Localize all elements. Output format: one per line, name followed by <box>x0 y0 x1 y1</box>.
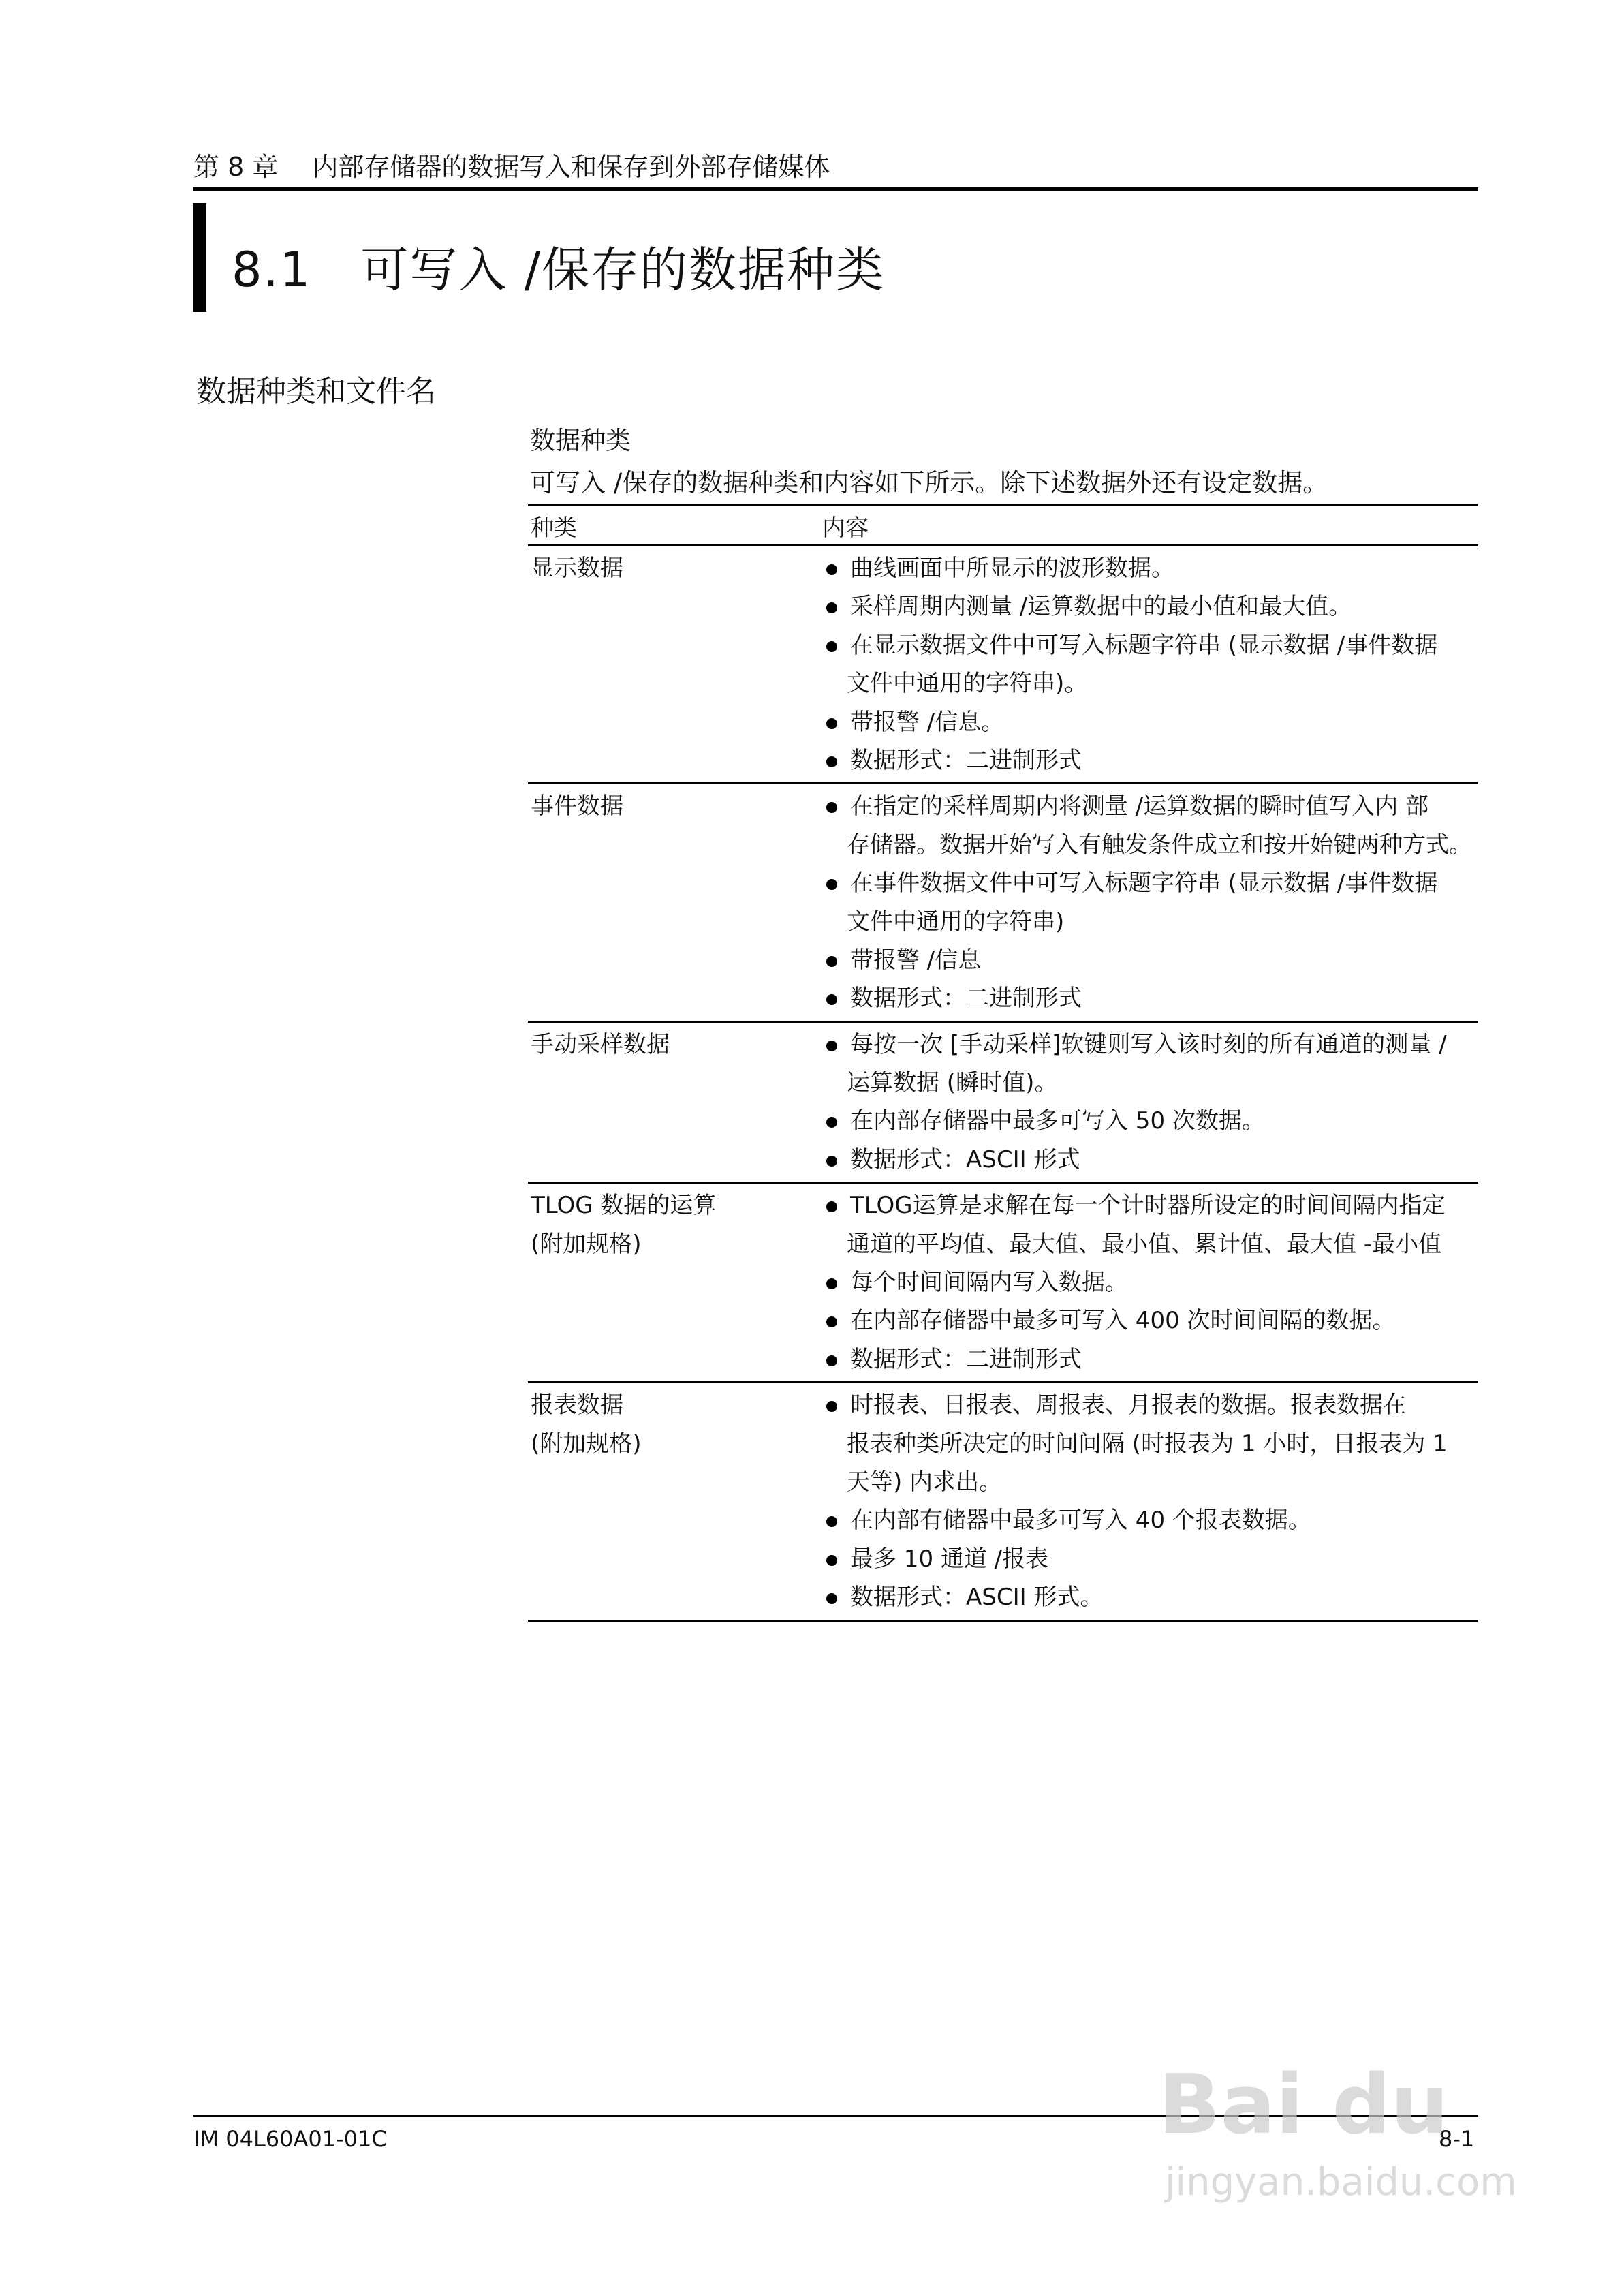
bullet-item: TLOG运算是求解在每一个计时器所设定的时间间隔内指定 <box>822 1186 1478 1224</box>
table-row <box>528 546 1478 784</box>
column-header-content: 内容 <box>822 514 869 542</box>
type-cell <box>528 1186 822 1378</box>
bullet-item: 数据形式：ASCII 形式。 <box>822 1578 1478 1616</box>
table-row <box>528 1023 1478 1184</box>
data-types-table <box>528 504 1478 1622</box>
bullet-item: 每按一次 [手动采样]软键则写入该时刻的所有通道的测量 / <box>822 1026 1478 1064</box>
bullet-item: 在内部存储器中最多可写入 400 次时间间隔的数据。 <box>822 1301 1478 1340</box>
table-header <box>528 504 1478 546</box>
bullet-item: 时报表、日报表、周报表、月报表的数据。报表数据在 <box>822 1386 1478 1424</box>
type-label: 显示数据 <box>531 555 623 582</box>
document-code: IM 04L60A01-01C <box>193 2126 387 2152</box>
bullet-item: 数据形式：二进制形式 <box>822 979 1478 1017</box>
baidu-watermark-logo: Bai du <box>1158 2058 1449 2153</box>
bullet-item: 在指定的采样周期内将测量 /运算数据的瞬时值写入内 部 <box>822 787 1478 825</box>
bullet-continuation: 报表种类所决定的时间间隔 (时报表为 1 小时，日报表为 1 <box>847 1430 1448 1458</box>
column-header-type: 种类 <box>531 514 577 542</box>
bullet-continuation: 文件中通用的字符串) <box>847 908 1065 936</box>
type-label: TLOG 数据的运算 <box>531 1192 717 1220</box>
bullet-item: 带报警 /信息 <box>822 941 1478 979</box>
page-title: 8.1 可写入 /保存的数据种类 <box>232 242 886 298</box>
content-cell <box>822 1386 1478 1616</box>
type-cell <box>528 787 822 1017</box>
table-row <box>528 1184 1478 1383</box>
bullet-item: 数据形式：二进制形式 <box>822 1340 1478 1378</box>
bullet-item: 最多 10 通道 /报表 <box>822 1540 1478 1578</box>
type-label: 手动采样数据 <box>531 1030 670 1058</box>
type-cell <box>528 549 822 780</box>
type-label: (附加规格) <box>531 1430 642 1458</box>
intro-text: 可写入 /保存的数据种类和内容如下所示。除下述数据外还有设定数据。 <box>530 468 1328 497</box>
page-number: 8-1 <box>1439 2126 1475 2152</box>
content-cell <box>822 549 1478 780</box>
bullet-continuation: 运算数据 (瞬时值)。 <box>847 1069 1058 1097</box>
chapter-header: 第 8 章 内部存储器的数据写入和保存到外部存储媒体 <box>193 152 830 182</box>
baidu-watermark-url: jingyan.baidu.com <box>1165 2160 1517 2204</box>
bullet-item: 每个时间间隔内写入数据。 <box>822 1263 1478 1301</box>
bullet-item: 在内部有储器中最多可写入 40 个报表数据。 <box>822 1501 1478 1539</box>
content-cell <box>822 1026 1478 1180</box>
section-heading: 数据种类和文件名 <box>196 374 436 409</box>
bullet-item: 数据形式：ASCII 形式 <box>822 1141 1478 1179</box>
bullet-continuation: 通道的平均值、最大值、最小值、累计值、最大值 -最小值 <box>847 1230 1442 1258</box>
bullet-continuation: 文件中通用的字符串)。 <box>847 670 1088 698</box>
bullet-continuation: 天等) 内求出。 <box>847 1468 1003 1496</box>
table-row <box>528 784 1478 1022</box>
bullet-item: 曲线画面中所显示的波形数据。 <box>822 549 1478 587</box>
type-label: (附加规格) <box>531 1230 642 1258</box>
table-row <box>528 1383 1478 1621</box>
type-cell <box>528 1386 822 1616</box>
bullet-continuation: 存储器。数据开始写入有触发条件成立和按开始键两种方式。 <box>847 831 1472 859</box>
bullet-item: 在事件数据文件中可写入标题字符串 (显示数据 /事件数据 <box>822 864 1478 902</box>
subheading: 数据种类 <box>530 426 631 455</box>
content-cell <box>822 787 1478 1017</box>
bullet-item: 带报警 /信息。 <box>822 703 1478 741</box>
type-label: 事件数据 <box>531 792 623 820</box>
content-cell <box>822 1186 1478 1378</box>
bullet-item: 在内部存储器中最多可写入 50 次数据。 <box>822 1102 1478 1140</box>
title-bar-decoration <box>193 203 206 312</box>
bullet-item: 数据形式：二进制形式 <box>822 741 1478 780</box>
bullet-item: 在显示数据文件中可写入标题字符串 (显示数据 /事件数据 <box>822 626 1478 664</box>
type-label: 报表数据 <box>531 1391 623 1419</box>
type-cell <box>528 1026 822 1180</box>
header-rule <box>193 187 1478 191</box>
bullet-item: 采样周期内测量 /运算数据中的最小值和最大值。 <box>822 587 1478 626</box>
